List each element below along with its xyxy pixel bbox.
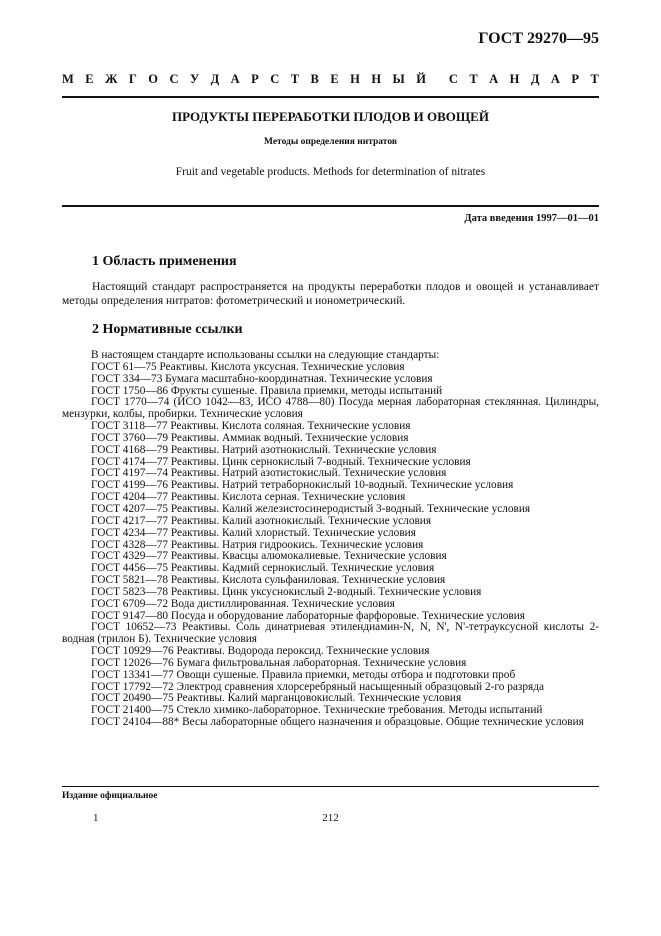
reference-item: ГОСТ 4456—75 Реактивы. Кадмий сернокислый. Технические условия <box>91 562 435 575</box>
document-title: ПРОДУКТЫ ПЕРЕРАБОТКИ ПЛОДОВ И ОВОЩЕЙ <box>172 109 489 124</box>
gost-number: ГОСТ 29270—95 <box>478 30 599 47</box>
reference-item: ГОСТ 4207—75 Реактивы. Калий железистосинеродистый 3-водный. Технические условия <box>91 502 531 515</box>
standard-type-letter: Е <box>85 72 94 86</box>
standard-type-letter: О <box>148 72 159 86</box>
normative-references-list <box>62 350 599 729</box>
standard-type-letter: Й <box>416 72 426 86</box>
standard-type-letter: В <box>310 72 319 86</box>
reference-item: ГОСТ 4174—77 Реактивы. Цинк сернокислый 7-водный. Технические условия <box>91 455 471 468</box>
reference-item: ГОСТ 4217—77 Реактивы. Калий азотнокислый. Технические условия <box>91 514 432 527</box>
reference-item: ГОСТ 20490—75 Реактивы. Калий марганцовокислый. Технические условия <box>91 692 462 705</box>
standard-type-letter: С <box>270 72 280 86</box>
reference-item: ГОСТ 5823—78 Реактивы. Цинк уксуснокислый 2-водный. Технические условия <box>91 585 482 598</box>
reference-item: ГОСТ 4204—77 Реактивы. Кислота серная. Технические условия <box>91 491 406 504</box>
standard-type-letter: Ы <box>392 72 405 86</box>
header-rule <box>62 96 599 98</box>
effective-date: Дата введения 1997—01—01 <box>464 213 599 224</box>
standard-type-letter: Н <box>509 72 520 86</box>
reference-item: ГОСТ 6709—72 Вода дистиллированная. Технические условия <box>91 597 395 610</box>
reference-item: ГОСТ 4234—77 Реактивы. Калий хлористый. Технические условия <box>91 526 416 539</box>
section-2-heading: 2 Нормативные ссылки <box>92 322 243 337</box>
standard-type-letter: Н <box>350 72 360 86</box>
standard-type-letter: А <box>230 72 240 86</box>
standard-type-letter: Р <box>571 72 580 86</box>
reference-item: ГОСТ 21400—75 Стекло химико-лабораторное. Технические требования. Методы испытаний <box>91 704 543 717</box>
title-rule <box>62 205 599 207</box>
reference-item: ГОСТ 5821—78 Реактивы. Кислота сульфаниловая. Технические условия <box>91 574 446 587</box>
standard-type-letter: Д <box>530 72 540 86</box>
reference-item: ГОСТ 13341—77 Овощи сушеные. Правила приемки, методы отбора и подготовки проб <box>91 668 516 681</box>
reference-item: ГОСТ 3118—77 Реактивы. Кислота соляная. Технические условия <box>91 420 411 433</box>
official-edition-label: Издание официальное <box>62 791 158 801</box>
standard-type-letter: А <box>550 72 560 86</box>
reference-item: ГОСТ 4197—74 Реактивы. Натрий азотистокислый. Технические условия <box>91 467 447 480</box>
section-1-text: Настоящий стандарт распространяется на продукты переработки плодов и овощей и устанавливает методы определения нитратов: фотометрический и ионометрический. <box>62 281 599 307</box>
standard-type-letter: Ж <box>105 72 118 86</box>
footer-rule <box>62 786 599 787</box>
standard-type-letter: М <box>62 72 74 86</box>
standard-type-letter: С <box>448 72 458 86</box>
document-subtitle: Методы определения нитратов <box>263 137 397 147</box>
reference-item: ГОСТ 24104—88* Весы лабораторные общего назначения и образцовые. Общие технические условия <box>91 716 584 729</box>
reference-item: ГОСТ 3760—79 Реактивы. Аммиак водный. Технические условия <box>91 431 409 444</box>
sheet-number: 1 <box>93 812 99 824</box>
standard-type-heading <box>62 72 599 87</box>
standard-type-letter: Т <box>469 72 478 86</box>
standard-type-letter: С <box>169 72 179 86</box>
references-intro: В настоящем стандарте использованы ссылки на следующие стандарты: <box>91 349 440 361</box>
standard-type-letter: Н <box>371 72 382 86</box>
reference-item: ГОСТ 17792—72 Электрод сравнения хлорсеребряный насыщенный образцовый 2-го разряда <box>91 680 544 693</box>
reference-item: ГОСТ 10929—76 Реактивы. Водорода пероксид. Технические условия <box>91 645 430 658</box>
reference-item: ГОСТ 4199—76 Реактивы. Натрий тетраборнокислый 10-водный. Технические условия <box>91 479 514 492</box>
reference-item: ГОСТ 4329—77 Реактивы. Квасцы алюмокалиевые. Технические условия <box>91 550 447 563</box>
english-title: Fruit and vegetable products. Methods for determination of nitrates <box>175 166 486 178</box>
standard-type-letter: Т <box>290 72 300 86</box>
standard-type-letter: Г <box>128 72 137 86</box>
reference-item: ГОСТ 1770—74 (ИСО 1042—83, ИСО 4788—80) Посуда мерная лабораторная стеклянная. Цилиндры, мензурки, колбы, пробирки. Технические условия <box>62 396 599 421</box>
reference-item: ГОСТ 10652—73 Реактивы. Соль динатриевая этилендиамин-N, N, N', N'-тетрауксусной кислоты 2-водная (трилон Б). Технические условия <box>62 621 599 646</box>
standard-type-letter: Р <box>251 72 259 86</box>
reference-item: ГОСТ 4328—77 Реактивы. Натрия гидроокись. Технические условия <box>91 538 424 551</box>
reference-item: ГОСТ 9147—80 Посуда и оборудование лабораторные фарфоровые. Технические условия <box>91 609 525 622</box>
reference-item: ГОСТ 12026—76 Бумага фильтровальная лабораторная. Технические условия <box>91 656 467 669</box>
reference-item: ГОСТ 1750—86 Фрукты сушеные. Правила приемки, методы испытаний <box>91 384 443 397</box>
standard-type-letter: Е <box>330 72 339 86</box>
page-number: 212 <box>322 812 339 824</box>
standard-type-letter: У <box>189 72 200 86</box>
standard-type-letter: Д <box>210 72 220 86</box>
reference-item: ГОСТ 4168—79 Реактивы. Натрий азотнокислый. Технические условия <box>91 443 437 456</box>
standard-type-letter: Т <box>590 72 599 86</box>
reference-item: ГОСТ 61—75 Реактивы. Кислота уксусная. Технические условия <box>91 360 405 373</box>
standard-type-letter: А <box>489 72 499 86</box>
section-1-heading: 1 Область применения <box>92 254 237 269</box>
reference-item: ГОСТ 334—73 Бумага масштабно-координатная. Технические условия <box>91 372 433 385</box>
